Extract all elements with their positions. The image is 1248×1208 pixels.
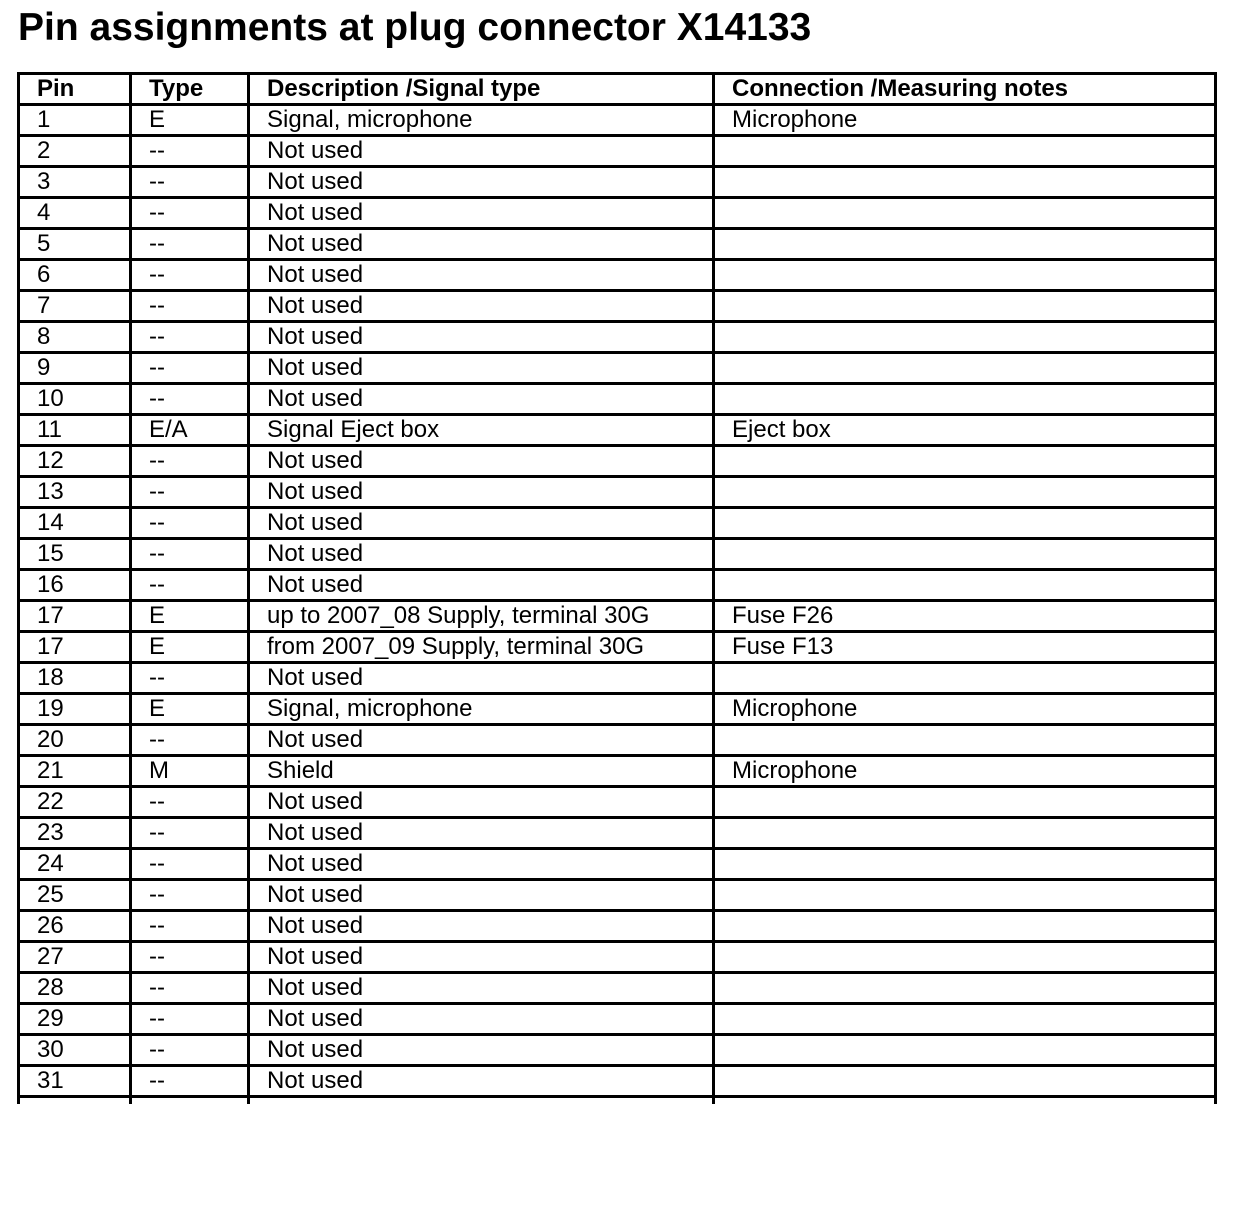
cell-pin: 23 — [19, 818, 131, 849]
cell-type: -- — [131, 942, 249, 973]
header-description: Description /Signal type — [249, 74, 714, 105]
cell-pin: 4 — [19, 198, 131, 229]
cell-pin: 10 — [19, 384, 131, 415]
cell-pin: 17 — [19, 601, 131, 632]
cell-type: -- — [131, 477, 249, 508]
table-row — [19, 663, 1216, 694]
cell-description: Not used — [249, 849, 714, 880]
cell-connection — [714, 663, 1216, 694]
table-row-cropped — [19, 1097, 1216, 1105]
cell-type: -- — [131, 570, 249, 601]
cell-connection — [714, 849, 1216, 880]
cell-connection — [714, 322, 1216, 353]
cell-connection — [714, 725, 1216, 756]
cell-description: Not used — [249, 229, 714, 260]
cell-pin: 28 — [19, 973, 131, 1004]
cell-description: Not used — [249, 198, 714, 229]
table-row — [19, 880, 1216, 911]
pin-assignment-table — [17, 72, 1217, 1104]
cell-connection: Fuse F26 — [714, 601, 1216, 632]
cell-type: -- — [131, 911, 249, 942]
table-header-row — [19, 74, 1216, 105]
cell-type: E — [131, 632, 249, 663]
cell-pin: 15 — [19, 539, 131, 570]
cell-type: -- — [131, 1066, 249, 1097]
cell-type: -- — [131, 539, 249, 570]
cell-pin: 16 — [19, 570, 131, 601]
cell-description: Not used — [249, 322, 714, 353]
cell-description: Not used — [249, 508, 714, 539]
cell-description: Not used — [249, 477, 714, 508]
table-row — [19, 105, 1216, 136]
cell-type: -- — [131, 880, 249, 911]
cell-description: Not used — [249, 725, 714, 756]
cell-type: -- — [131, 663, 249, 694]
cell-connection — [714, 353, 1216, 384]
cell-type: E/A — [131, 415, 249, 446]
cell-connection — [714, 911, 1216, 942]
cropped-cell — [249, 1097, 714, 1105]
cell-pin: 21 — [19, 756, 131, 787]
table-row — [19, 570, 1216, 601]
cell-pin: 27 — [19, 942, 131, 973]
cell-connection — [714, 942, 1216, 973]
table-row — [19, 508, 1216, 539]
cell-pin: 13 — [19, 477, 131, 508]
cell-connection — [714, 229, 1216, 260]
cell-type: -- — [131, 508, 249, 539]
cropped-cell — [19, 1097, 131, 1105]
cell-description: Not used — [249, 1004, 714, 1035]
cell-type: -- — [131, 353, 249, 384]
cell-description: Not used — [249, 446, 714, 477]
cell-connection — [714, 477, 1216, 508]
cell-pin: 6 — [19, 260, 131, 291]
cell-pin: 1 — [19, 105, 131, 136]
cell-connection: Microphone — [714, 105, 1216, 136]
cell-type: E — [131, 601, 249, 632]
cell-type: -- — [131, 1004, 249, 1035]
table-row — [19, 167, 1216, 198]
cell-connection: Eject box — [714, 415, 1216, 446]
table-row — [19, 694, 1216, 725]
cell-connection — [714, 1035, 1216, 1066]
cell-pin: 12 — [19, 446, 131, 477]
cell-connection — [714, 136, 1216, 167]
cell-type: E — [131, 694, 249, 725]
cell-type: -- — [131, 198, 249, 229]
table-row — [19, 632, 1216, 663]
cell-description: Not used — [249, 942, 714, 973]
cell-description: Signal, microphone — [249, 105, 714, 136]
cell-pin: 26 — [19, 911, 131, 942]
cell-connection: Microphone — [714, 756, 1216, 787]
cell-description: Signal Eject box — [249, 415, 714, 446]
cell-pin: 3 — [19, 167, 131, 198]
cell-description: Not used — [249, 353, 714, 384]
cell-connection — [714, 880, 1216, 911]
cell-connection: Fuse F13 — [714, 632, 1216, 663]
table-row — [19, 725, 1216, 756]
cell-description: Not used — [249, 663, 714, 694]
table-row — [19, 229, 1216, 260]
table-row — [19, 322, 1216, 353]
cell-pin: 9 — [19, 353, 131, 384]
cell-pin: 30 — [19, 1035, 131, 1066]
cell-connection — [714, 818, 1216, 849]
table-row — [19, 415, 1216, 446]
cell-connection — [714, 1004, 1216, 1035]
cell-pin: 2 — [19, 136, 131, 167]
header-pin: Pin — [19, 74, 131, 105]
cell-pin: 25 — [19, 880, 131, 911]
cell-type: -- — [131, 849, 249, 880]
cell-connection — [714, 539, 1216, 570]
cell-description: Not used — [249, 1035, 714, 1066]
cell-pin: 5 — [19, 229, 131, 260]
table-row — [19, 477, 1216, 508]
cell-description: from 2007_09 Supply, terminal 30G — [249, 632, 714, 663]
cell-pin: 22 — [19, 787, 131, 818]
cell-type: -- — [131, 260, 249, 291]
header-connection: Connection /Measuring notes — [714, 74, 1216, 105]
table-row — [19, 911, 1216, 942]
cell-description: Not used — [249, 911, 714, 942]
cell-connection — [714, 508, 1216, 539]
cell-type: E — [131, 105, 249, 136]
cell-description: Shield — [249, 756, 714, 787]
cell-connection — [714, 1066, 1216, 1097]
cell-connection — [714, 570, 1216, 601]
table-row — [19, 539, 1216, 570]
table-body — [19, 105, 1216, 1105]
cell-description: Not used — [249, 260, 714, 291]
cell-description: Not used — [249, 787, 714, 818]
cell-pin: 18 — [19, 663, 131, 694]
cell-pin: 29 — [19, 1004, 131, 1035]
cell-type: -- — [131, 1035, 249, 1066]
table-row — [19, 601, 1216, 632]
cropped-cell — [714, 1097, 1216, 1105]
table-row — [19, 353, 1216, 384]
table-row — [19, 756, 1216, 787]
cell-type: -- — [131, 787, 249, 818]
cell-pin: 8 — [19, 322, 131, 353]
cell-description: Not used — [249, 384, 714, 415]
cell-pin: 24 — [19, 849, 131, 880]
cell-pin: 17 — [19, 632, 131, 663]
table-row — [19, 1004, 1216, 1035]
page-title: Pin assignments at plug connector X14133 — [18, 6, 812, 49]
cell-connection — [714, 973, 1216, 1004]
cell-connection — [714, 787, 1216, 818]
table-row — [19, 1066, 1216, 1097]
table-row — [19, 384, 1216, 415]
cell-description: Not used — [249, 973, 714, 1004]
cell-type: -- — [131, 167, 249, 198]
cell-description: Signal, microphone — [249, 694, 714, 725]
cell-description: Not used — [249, 818, 714, 849]
table-row — [19, 446, 1216, 477]
table-row — [19, 260, 1216, 291]
cell-connection — [714, 167, 1216, 198]
table-row — [19, 818, 1216, 849]
cell-connection — [714, 291, 1216, 322]
cell-type: -- — [131, 725, 249, 756]
cell-pin: 11 — [19, 415, 131, 446]
cell-description: Not used — [249, 167, 714, 198]
cell-description: Not used — [249, 570, 714, 601]
cell-type: -- — [131, 322, 249, 353]
cropped-cell — [131, 1097, 249, 1105]
cell-type: -- — [131, 818, 249, 849]
table-row — [19, 942, 1216, 973]
header-type: Type — [131, 74, 249, 105]
table-row — [19, 849, 1216, 880]
table-row — [19, 973, 1216, 1004]
table-row — [19, 198, 1216, 229]
cell-connection — [714, 260, 1216, 291]
cell-type: -- — [131, 229, 249, 260]
cell-description: Not used — [249, 1066, 714, 1097]
cell-description: Not used — [249, 291, 714, 322]
table-row — [19, 787, 1216, 818]
cell-pin: 20 — [19, 725, 131, 756]
table-row — [19, 136, 1216, 167]
cell-description: Not used — [249, 880, 714, 911]
cell-description: up to 2007_08 Supply, terminal 30G — [249, 601, 714, 632]
cell-connection — [714, 198, 1216, 229]
cell-pin: 19 — [19, 694, 131, 725]
cell-connection — [714, 446, 1216, 477]
cell-type: -- — [131, 973, 249, 1004]
cell-type: -- — [131, 384, 249, 415]
cell-connection: Microphone — [714, 694, 1216, 725]
cell-description: Not used — [249, 539, 714, 570]
cell-pin: 31 — [19, 1066, 131, 1097]
table-row — [19, 291, 1216, 322]
cell-pin: 7 — [19, 291, 131, 322]
cell-type: -- — [131, 291, 249, 322]
cell-description: Not used — [249, 136, 714, 167]
cell-connection — [714, 384, 1216, 415]
cell-pin: 14 — [19, 508, 131, 539]
cell-type: -- — [131, 136, 249, 167]
cell-type: -- — [131, 446, 249, 477]
cell-type: M — [131, 756, 249, 787]
table-row — [19, 1035, 1216, 1066]
